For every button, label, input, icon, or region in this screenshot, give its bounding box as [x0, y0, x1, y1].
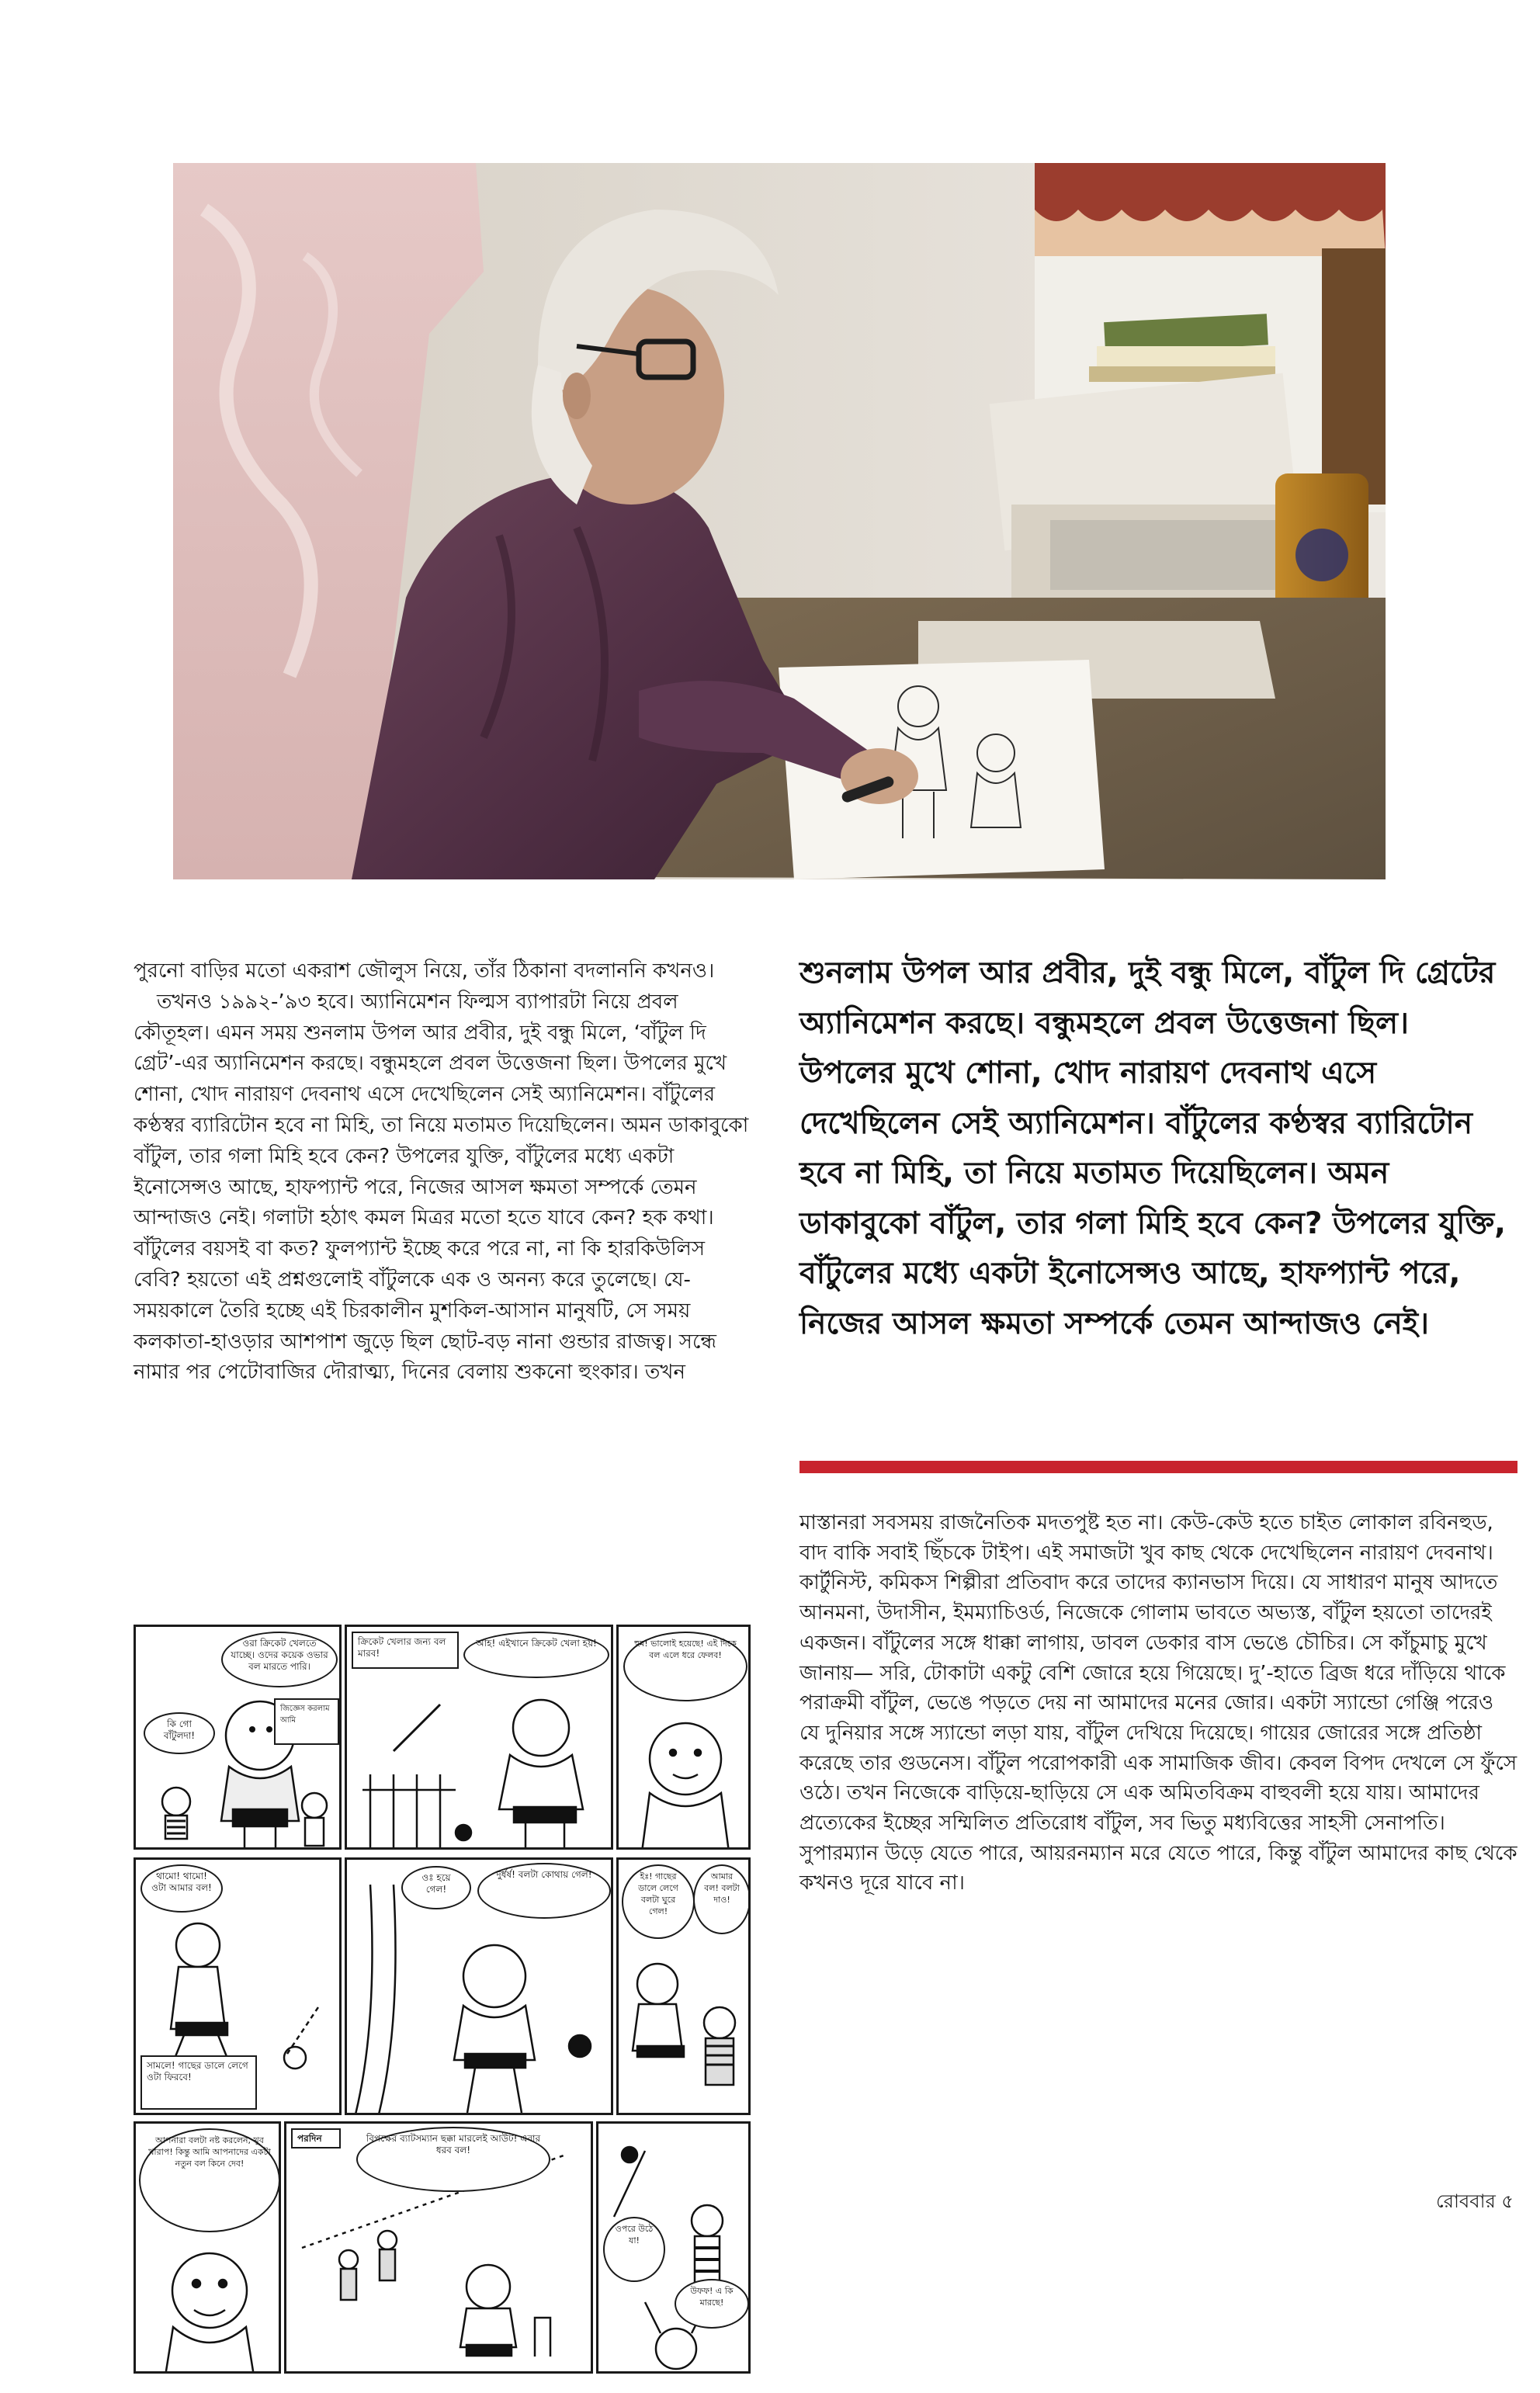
accent-divider — [799, 1461, 1517, 1473]
caption-box: সামলে! গাছের ডালে লেগে ওটা ফিরবে! — [140, 2055, 257, 2110]
speech-balloon: আমার বল! বলটা দাও! — [693, 1864, 751, 1934]
article-body-left — [134, 956, 751, 1389]
speech-balloon: ইঃ! গাছের ডালে লেগে বলটা ঘুরে গেল! — [622, 1864, 695, 1939]
speech-balloon: ওঃ হয়ে গেল! — [401, 1866, 471, 1909]
photo-illustration — [173, 163, 1386, 879]
speech-balloon: কি গো বাঁটুলদা! — [144, 1712, 215, 1754]
speech-balloon: ওরা ক্রিকেট খেলতে যাচ্ছে। ওদের কয়েক ওভার বল মারতে পারি। — [221, 1632, 338, 1687]
comic-panel-5 — [345, 1857, 613, 2115]
comic-panel-7 — [134, 2121, 281, 2374]
comic-panel-4 — [134, 1857, 342, 2115]
speech-balloon: আপনারা বলটা নষ্ট করলেন, খুব খারাপ! কিন্তু আমি আপনাদের একটা নতুন বল কিনে দেব! — [139, 2128, 280, 2232]
comic-strip — [134, 1625, 751, 2374]
paragraph: মাস্তানরা সবসময় রাজনৈতিক মদতপুষ্ট হত না। কেউ-কেউ হতে চাইত লোকাল রবিনহুড, বাদ বাকি সবাই ছিঁচকে টাইপ। এই সমাজটা খুব কাছ থেকে দেখেছিলেন নারায়ণ দেবনাথ। কার্টুনিস্ট, কমিকস শিল্পীরা প্রতিবাদ করে তাদের ক্যানভাস দিয়ে। যে সাধারণ মানুষ আদতে আনমনা, উদাসীন, ইমম্যাচিওর্ড, নিজেকে গোলাম ভাবতে অভ্যস্ত, বাঁটুল হয়তো তাদেরই একজন। বাঁটুলের সঙ্গে ধাক্কা লাগায়, ডাবল ডেকার বাস ভেঙে চৌচির। সে কাঁচুমাচু মুখে জানায়— সরি, টোকাটা একটু বেশি জোরে হয়ে গিয়েছে। দু’-হাতে ব্রিজ ধরে দাঁড়িয়ে থাকে পরাক্রমী বাঁটুল, ভেঙে পড়তে দেয় না আমাদের মনের জোর। একটা স্যান্ডো গেঞ্জি পরেও যে দুনিয়ার সঙ্গে স্যান্ডো লড়া যায়, বাঁটুল দেখিয়ে দিয়েছে। গায়ের জোরের সঙ্গে প্রতিষ্ঠা করেছে তার গুডনেস। বাঁটুল পরোপকারী এক সামাজিক জীব। কেবল বিপদ দেখলে সে ফুঁসে ওঠে। তখন নিজেকে বাড়িয়ে-ছাড়িয়ে সে এক অমিতবিক্রম বাহুবলী হয়ে যায়। আমাদের প্রত্যেকের ইচ্ছের সম্মিলিত প্রতিরোধ বাঁটুল, সব ভিতু মধ্যবিত্তের সাহসী সেনাপতি। সুপারম্যান উড়ে যেতে পারে, আয়রনম্যান মরে যেতে পারে, কিন্তু বাঁটুল আমাদের কাছ থেকে কখনও দূরে যাবে না। — [799, 1511, 1517, 1895]
comic-panel-2 — [345, 1625, 613, 1850]
speech-balloon: বিপক্ষের ব্যাটসম্যান ছক্কা মারলেই আউট! এবার ধরব বল! — [356, 2127, 550, 2192]
comic-panel-9 — [596, 2121, 751, 2374]
speech-balloon: ওপরে উঠে যা! — [603, 2217, 665, 2282]
page-footer: রোববার ৫ — [1436, 2190, 1514, 2212]
comic-panel-3 — [616, 1625, 751, 1850]
article-body-right — [799, 1508, 1517, 1899]
comic-panel-6 — [616, 1857, 751, 2115]
speech-balloon: দুর্ধর্ষ! বলটা কোথায় গেল! — [477, 1863, 611, 1919]
speech-balloon: উফফ! এ কি মারছে! — [675, 2279, 749, 2329]
pull-quote: শুনলাম উপল আর প্রবীর, দুই বন্ধু মিলে, বাঁটুল দি গ্রেটের অ্যানিমেশন করছে। বন্ধুমহলে প্রবল উত্তেজনা ছিল। উপলের মুখে শোনা, খোদ নারায়ণ দেবনাথ এসে দেখেছিলেন সেই অ্যানিমেশন। বাঁটুলের কণ্ঠস্বর ব্যারিটোন হবে না মিহি, তা নিয়ে মতামত দিয়েছিলেন। অমন ডাকাবুকো বাঁটুল, তার গলা মিহি হবে কেন? উপলের যুক্তি, বাঁটুলের মধ্যে একটা ইনোসেন্সও আছে, হাফপ্যান্ট পরে, নিজের আসল ক্ষমতা সম্পর্কে তেমন আন্দাজও নেই। — [799, 955, 1506, 1341]
caption-box: ক্রিকেট খেলার জন্য বল মারব! — [352, 1632, 459, 1669]
paragraph: পুরনো বাড়ির মতো একরাশ জৌলুস নিয়ে, তাঁর ঠিকানা বদলাননি কখনও। — [134, 959, 715, 983]
caption-box: পরদিন — [291, 2128, 341, 2148]
speech-balloon: হুম! ভালোই হয়েছে! এই দিকে বল এলে ধরে ফেলব! — [623, 1632, 747, 1701]
speech-balloon: আহ! এইখানে ক্রিকেট খেলা হয়! — [463, 1632, 609, 1678]
caption-box: জিজ্ঞেস করলাম আমি — [274, 1698, 339, 1745]
paragraph: তখনও ১৯৯২-’৯৩ হবে। অ্যানিমেশন ফিল্মস ব্যাপারটা নিয়ে প্রবল কৌতূহল। এমন সময় শুনলাম উপল আর প্রবীর, দুই বন্ধু মিলে, ‘বাঁটুল দি গ্রেট’-এর অ্যানিমেশন করছে। বন্ধুমহলে প্রবল উত্তেজনা ছিল। উপলের মুখে শোনা, খোদ নারায়ণ দেবনাথ এসে দেখেছিলেন সেই অ্যানিমেশন। বাঁটুলের কণ্ঠস্বর ব্যারিটোন হবে না মিহি, তা নিয়ে মতামত দিয়েছিলেন। অমন ডাকাবুকো বাঁটুল, তার গলা মিহি হবে কেন? উপলের যুক্তি, বাঁটুলের মধ্যে একটা ইনোসেন্সও আছে, হাফপ্যান্ট পরে, নিজের আসল ক্ষমতা সম্পর্কে তেমন আন্দাজও নেই। গলাটা হঠাৎ কমল মিত্রর মতো হতে যাবে কেন? হক কথা। বাঁটুলের বয়সই বা কত? ফুলপ্যান্ট ইচ্ছে করে পরে না, না কি হারকিউলিস বেবি? হয়তো এই প্রশ্নগুলোই বাঁটুলকে এক ও অনন্য করে তুলেছে। যে-সময়কালে তৈরি হচ্ছে এই চিরকালীন মুশকিল-আসান মানুষটি, সে সময় কলকাতা-হাওড়ার আশপাশ জুড়ে ছিল ছোট-বড় নানা গুন্ডার রাজত্ব। সন্ধে নামার পর পেটোবাজির দৌরাত্ম্য, দিনের বেলায় শুকনো হুংকার। তখন — [134, 990, 749, 1385]
comic-panel-8 — [284, 2121, 593, 2374]
article-photo — [173, 163, 1386, 879]
speech-balloon: থামো! থামো! ওটা আমার বল! — [140, 1864, 223, 1913]
comic-panel-1 — [134, 1625, 342, 1850]
